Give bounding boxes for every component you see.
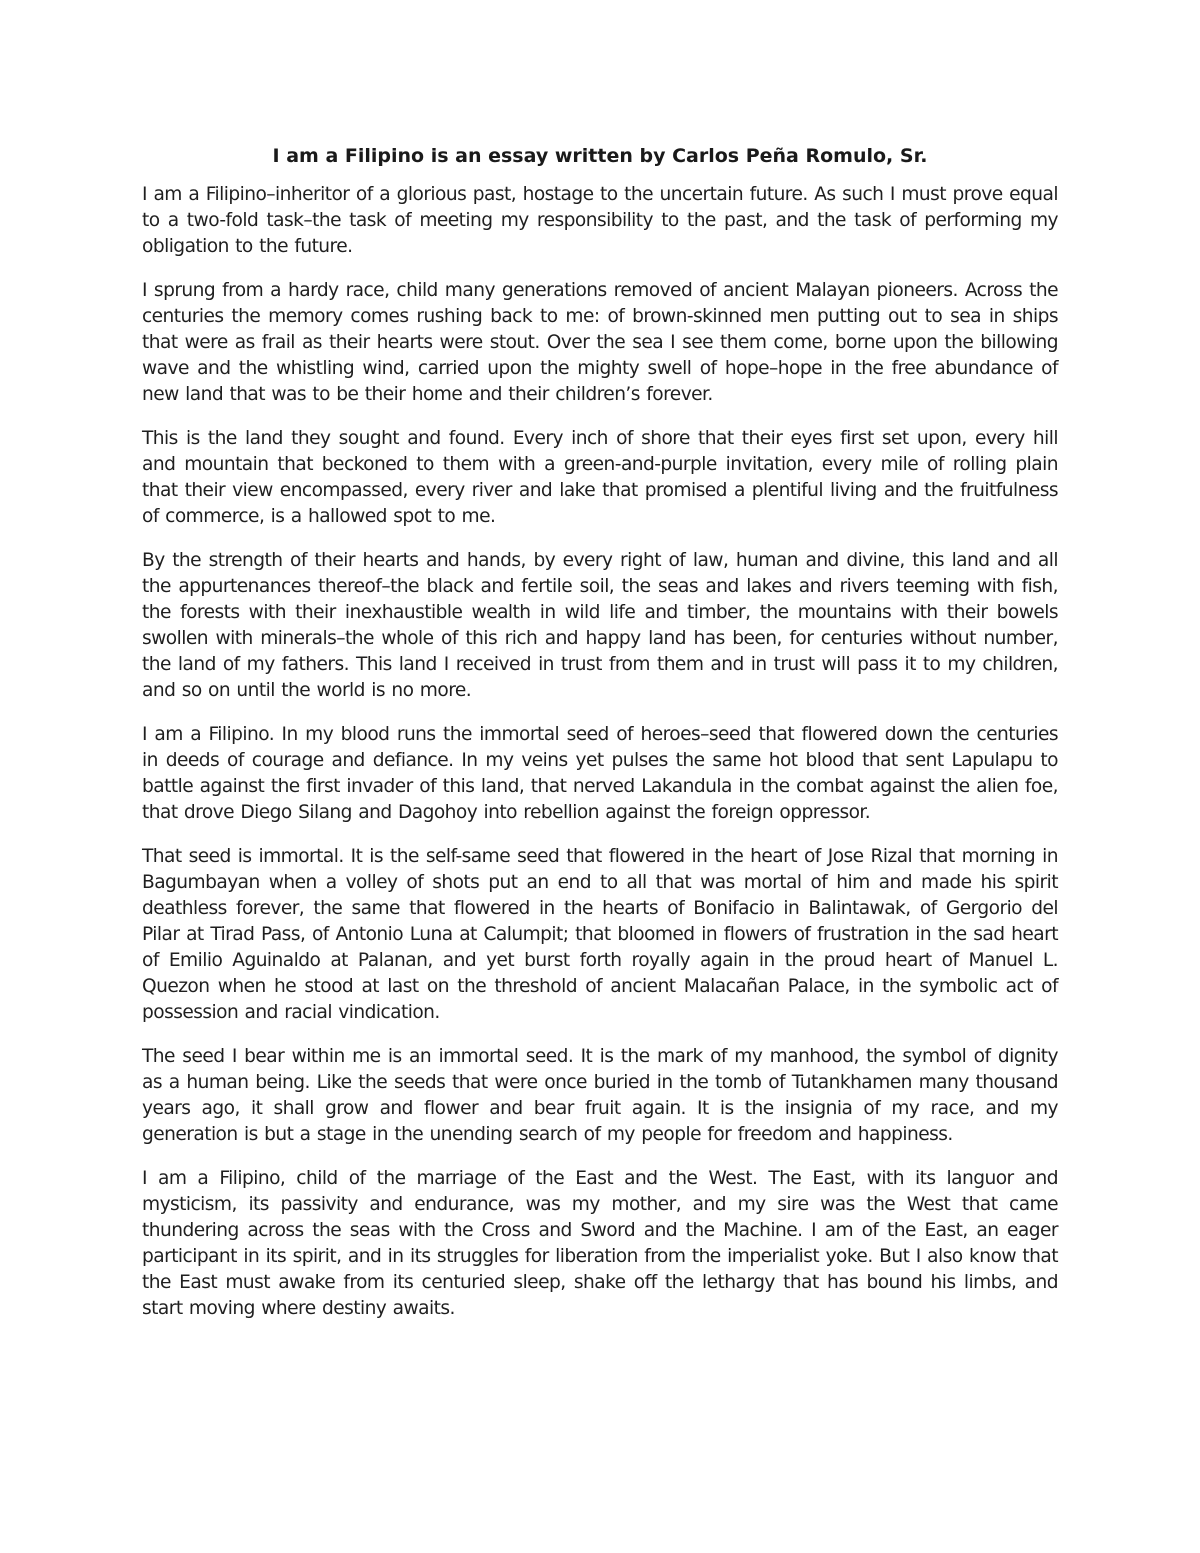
- paragraph: This is the land they sought and found. Every inch of shore that their eyes first set upon, every hill and mountain that beckoned to them with a green-and-purple invitation, every mile of rolling plain that their view encompassed, every river and lake that promised a plentiful living and the fruitfulness of commerce, is a hallowed spot to me.: [142, 428, 1058, 527]
- paragraph: I am a Filipino. In my blood runs the immortal seed of heroes–seed that flowered down the centuries in deeds of courage and defiance. In my veins yet pulses the same hot blood that sent Lapulapu to battle against the first invader of this land, that nerved Lakandula in the combat against the alien foe, that drove Diego Silang and Dagohoy into rebellion against the foreign oppressor.: [142, 724, 1058, 823]
- paragraph: I sprung from a hardy race, child many generations removed of ancient Malayan pioneers. Across the centuries the memory comes rushing back to me: of brown-skinned men putting out to sea in ships that were as frail as their hearts were stout. Over the sea I see them come, borne upon the billowing wave and the whistling wind, carried upon the mighty swell of hope–hope in the free abundance of new land that was to be their home and their children’s forever.: [142, 280, 1058, 405]
- document-title: I am a Filipino is an essay written by Carlos Peña Romulo, Sr.: [272, 145, 928, 167]
- paragraph: I am a Filipino, child of the marriage of the East and the West. The East, with its languor and mysticism, its passivity and endurance, was my mother, and my sire was the West that came thundering across the seas with the Cross and Sword and the Machine. I am of the East, an eager participant in its spirit, and in its struggles for liberation from the imperialist yoke. But I also know that the East must awake from its centuried sleep, shake off the lethargy that has bound his limbs, and start moving where destiny awaits.: [142, 1168, 1058, 1319]
- paragraph: That seed is immortal. It is the self-same seed that flowered in the heart of Jose Rizal that morning in Bagumbayan when a volley of shots put an end to all that was mortal of him and made his spirit deathless forever, the same that flowered in the hearts of Bonifacio in Balintawak, of Gergorio del Pilar at Tirad Pass, of Antonio Luna at Calumpit; that bloomed in flowers of frustration in the sad heart of Emilio Aguinaldo at Palanan, and yet burst forth royally again in the proud heart of Manuel L. Quezon when he stood at last on the threshold of ancient Malacañan Palace, in the symbolic act of possession and racial vindication.: [142, 846, 1058, 1023]
- paragraph: By the strength of their hearts and hands, by every right of law, human and divine, this land and all the appurtenances thereof–the black and fertile soil, the seas and lakes and rivers teeming with fish, the forests with their inexhaustible wealth in wild life and timber, the mountains with their bowels swollen with minerals–the whole of this rich and happy land has been, for centuries without number, the land of my fathers. This land I received in trust from them and in trust will pass it to my children, and so on until the world is no more.: [142, 550, 1058, 701]
- paragraph: I am a Filipino–inheritor of a glorious past, hostage to the uncertain future. As such I must prove equal to a two-fold task–the task of meeting my responsibility to the past, and the task of performing my obligation to the future.: [142, 184, 1058, 257]
- paragraph: The seed I bear within me is an immortal seed. It is the mark of my manhood, the symbol of dignity as a human being. Like the seeds that were once buried in the tomb of Tutankhamen many thousand years ago, it shall grow and flower and bear fruit again. It is the insignia of my race, and my generation is but a stage in the unending search of my people for freedom and happiness.: [142, 1046, 1058, 1145]
- document-body: [142, 142, 1058, 1340]
